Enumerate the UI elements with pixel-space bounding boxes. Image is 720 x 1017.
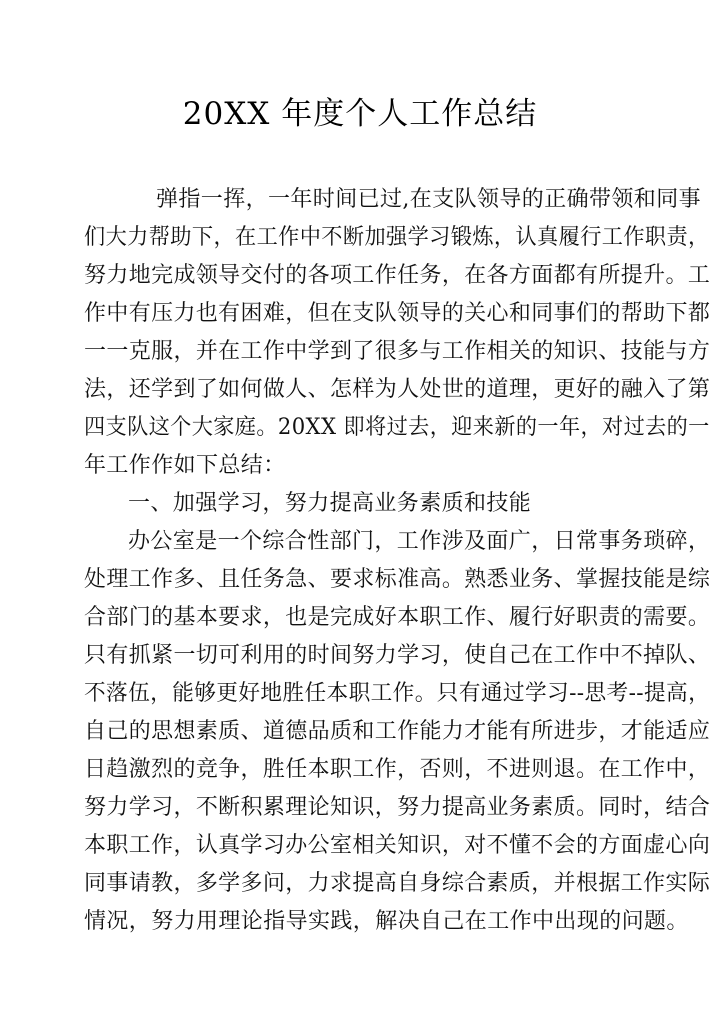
paragraph-line: 作中有压力也有困难，但在支队领导的关心和同事们的帮助下都 bbox=[84, 301, 711, 326]
paragraph-line: 弹指一挥，一年时间已过,在支队领导的正确带领和同事 bbox=[156, 187, 701, 212]
paragraph-line: 法，还学到了如何做人、怎样为人处世的道理，更好的融入了第 bbox=[84, 377, 711, 402]
paragraph-line: 本职工作，认真学习办公室相关知识，对不懂不会的方面虚心向 bbox=[84, 833, 711, 858]
paragraph-line: 四支队这个大家庭。20XX 即将过去，迎来新的一年，对过去的一 bbox=[84, 415, 710, 440]
paragraph-line: 自己的思想素质、道德品质和工作能力才能有所进步，才能适应 bbox=[84, 719, 711, 744]
paragraph-line: 合部门的基本要求，也是完成好本职工作、履行好职责的需要。 bbox=[84, 605, 711, 630]
paragraph-line: 们大力帮助下，在工作中不断加强学习锻炼，认真履行工作职责， bbox=[84, 225, 710, 250]
document-title: 20XX 年度个人工作总结 bbox=[182, 96, 538, 132]
paragraph-line: 情况，努力用理论指导实践，解决自己在工作中出现的问题。 bbox=[84, 909, 689, 934]
paragraph-line: 努力学习，不断积累理论知识，努力提高业务素质。同时，结合 bbox=[84, 795, 711, 820]
section-heading: 一、加强学习，努力提高业务素质和技能 bbox=[128, 491, 532, 516]
paragraph-line: 办公室是一个综合性部门，工作涉及面广，日常事务琐碎， bbox=[128, 529, 711, 554]
paragraph-line: 只有抓紧一切可利用的时间努力学习，使自己在工作中不掉队、 bbox=[84, 643, 711, 668]
paragraph-line: 同事请教，多学多问，力求提高自身综合素质，并根据工作实际 bbox=[84, 871, 711, 896]
paragraph-line: 日趋激烈的竞争，胜任本职工作，否则，不进则退。在工作中， bbox=[84, 757, 711, 782]
paragraph-line: 处理工作多、且任务急、要求标准高。熟悉业务、掌握技能是综 bbox=[84, 567, 711, 592]
paragraph-line: 努力地完成领导交付的各项工作任务，在各方面都有所提升。工 bbox=[84, 263, 711, 288]
paragraph-line: 一一克服，并在工作中学到了很多与工作相关的知识、技能与方 bbox=[84, 339, 711, 364]
paragraph-line: 年工作作如下总结： bbox=[84, 453, 286, 478]
paragraph-line: 不落伍，能够更好地胜任本职工作。只有通过学习--思考--提高， bbox=[84, 681, 711, 706]
